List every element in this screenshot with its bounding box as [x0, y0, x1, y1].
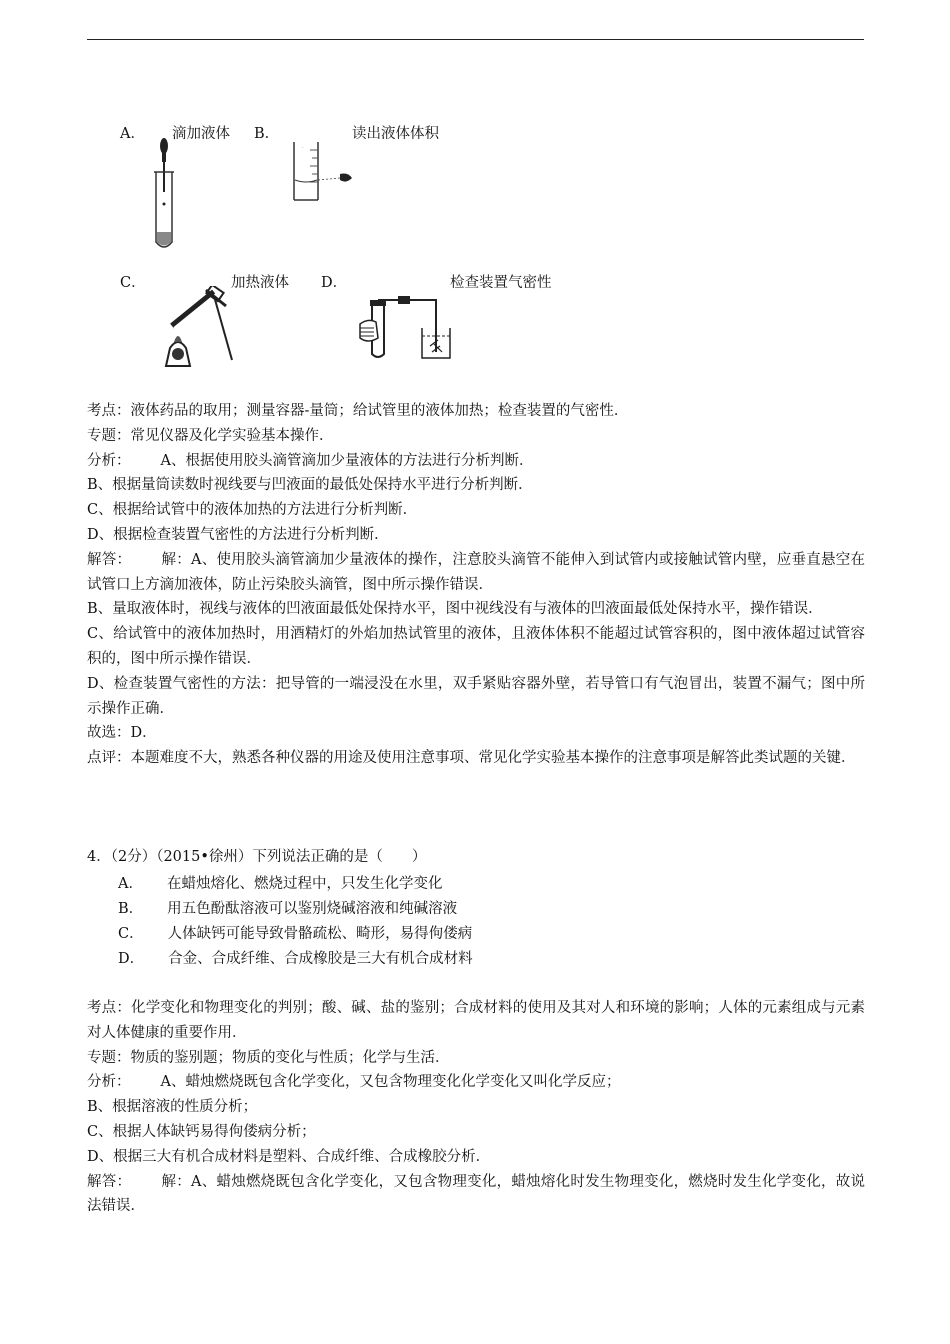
q4-jieda-label: 解答： [87, 1173, 132, 1190]
q4-jieda-a: 解答： 解：A、蜡烛燃烧既包含化学变化，又包含物理变化，蜡烛熔化时发生物理变化，燃烧时发生化学变化，故说法错误． [87, 1173, 866, 1215]
dropper-test-tube-figure [148, 136, 188, 252]
q4-option-c: C． 人体缺钙可能导致骨骼疏松、畸形，易得佝偻病 [118, 926, 473, 942]
q3-jieda-b: B、量取液体时，视线与液体的凹液面最低处保持水平，图中视线没有与液体的凹液面最低处保持水平，操作错误． [87, 601, 823, 618]
q3-analysis [87, 399, 865, 771]
q3-dianping: 点评：本题难度不大，熟悉各种仪器的用途及使用注意事项、常见化学实验基本操作的注意事项是解答此类试题的关键． [87, 750, 856, 767]
q4-zhuanti: 专题：物质的鉴别题；物质的变化与性质；化学与生活． [87, 1049, 450, 1066]
q3-fenxi-b: B、根据量筒读数时视线要与凹液面的最低处保持水平进行分析判断． [87, 477, 533, 494]
q3-guxuan: 故选：D． [87, 725, 157, 742]
q4-fenxi-b: B、根据溶液的性质分析； [87, 1099, 258, 1116]
heating-liquid-figure [150, 286, 240, 370]
q3-option-a-label: 滴加液体 [172, 126, 230, 142]
q4-analysis [87, 996, 865, 1219]
q3-fenxi-d: D、根据检查装置气密性的方法进行分析判断． [87, 526, 389, 543]
q3-option-b-letter: B． [254, 126, 280, 142]
q3-option-d-letter: D． [321, 275, 348, 291]
q3-kaodian: 考点：液体药品的取用；测量容器-量筒；给试管里的液体加热；检查装置的气密性． [87, 403, 629, 419]
q3-fenxi-c: C、根据给试管中的液体加热的方法进行分析判断． [87, 502, 418, 519]
q3-option-d-label: 检查装置气密性 [450, 275, 552, 291]
q3-option-b-label: 读出液体体积 [352, 126, 439, 142]
header-rule [87, 39, 864, 40]
svg-text:·: · [302, 145, 304, 151]
q4-stem: 4．（2分）（2015•徐州）下列说法正确的是（ ） [87, 849, 427, 865]
q4-option-d: D． 合金、合成纤维、合成橡胶是三大有机合成材料 [118, 951, 473, 967]
airtightness-check-figure [354, 288, 454, 366]
q3-zhuanti: 专题：常见仪器及化学实验基本操作． [87, 427, 334, 444]
q4-kaodian: 考点：化学变化和物理变化的判别；酸、碱、盐的鉴别；合成材料的使用及其对人和环境的影响；人体的元素组成与元素对人体健康的重要作用． [87, 1000, 865, 1041]
cylinder-reading-figure [288, 138, 358, 204]
q3-jieda-a: 解答： 解：A、使用胶头滴管滴加少量液体的操作，注意胶头滴管不能伸入到试管内或接触试管内壁，应垂直悬空在试管口上方滴加液体，防止污染胶头滴管，图中所示操作错误． [87, 551, 866, 593]
q4-fenxi-label: 分析： [87, 1074, 131, 1091]
q3-jieda-d: D、检查装置气密性的方法：把导管的一端浸没在水里，双手紧贴容器外壁，若导管口有气泡冒出，装置不漏气；图中所示操作正确． [87, 675, 865, 717]
q4-option-a: A． 在蜡烛熔化、燃烧过程中，只发生化学变化 [118, 876, 443, 892]
q4-fenxi-a: 分析： A、蜡烛燃烧既包含化学变化，又包含物理变化化学变化又叫化学反应； [87, 1074, 621, 1091]
q3-jieda-label: 解答： [87, 551, 132, 568]
q4-fenxi-d: D、根据三大有机合成材料是塑料、合成纤维、合成橡胶分析． [87, 1148, 491, 1165]
q3-option-c-label: 加热液体 [231, 275, 289, 291]
q4-fenxi-c: C、根据人体缺钙易得佝偻病分析； [87, 1123, 316, 1140]
q4-option-b: B． 用五色酚酞溶液可以鉴别烧碱溶液和纯碱溶液 [118, 901, 458, 917]
q3-fenxi-a: 分析： A、根据使用胶头滴管滴加少量液体的方法进行分析判断． [87, 452, 534, 469]
q3-jieda-c: C、给试管中的液体加热时，用酒精灯的外焰加热试管里的液体，且液体体积不能超过试管容积的，图中液体超过试管容积的，图中所示操作错误． [87, 626, 865, 667]
q3-fenxi-label: 分析： [87, 452, 131, 469]
q3-option-c-letter: C． [120, 275, 146, 291]
q3-option-a-letter: A． [120, 126, 145, 142]
